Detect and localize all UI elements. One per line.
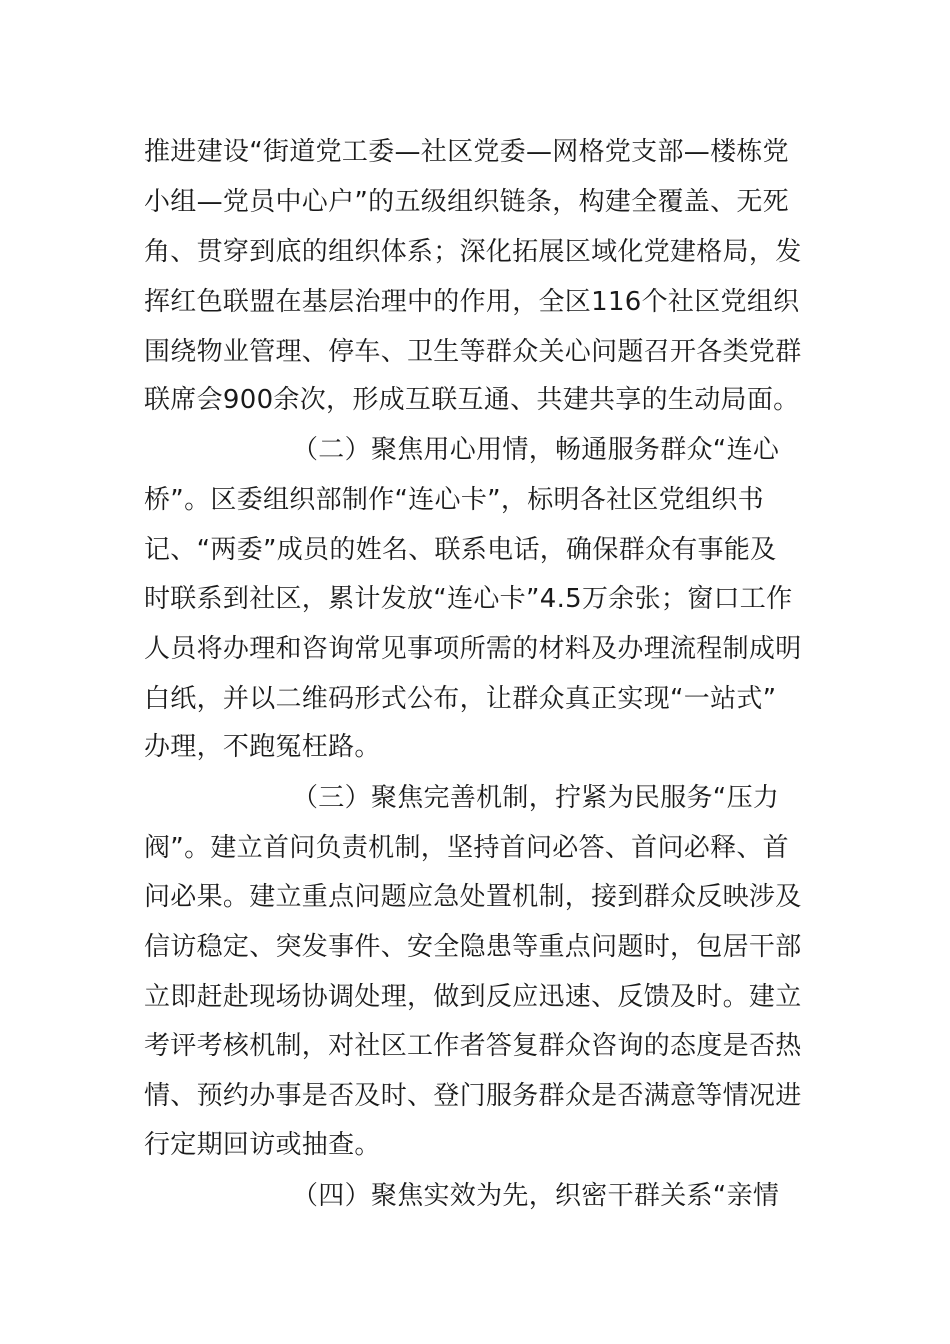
- body-text-line: 办理，不跑冤枉路。: [144, 732, 381, 762]
- body-text-line: 阀”。建立首问负责机制，坚持首问必答、首问必释、首: [144, 833, 789, 863]
- section-heading-4: （四）聚焦实效为先，织密干群关系“亲情: [292, 1181, 780, 1211]
- body-text-line: 行定期回访或抽查。: [144, 1130, 381, 1160]
- section-heading-3: （三）聚焦完善机制，拧紧为民服务“压力: [292, 783, 780, 813]
- body-text-line: 白纸，并以二维码形式公布，让群众真正实现“一站式”: [144, 684, 777, 714]
- body-text-line: 桥”。区委组织部制作“连心卡”，标明各社区党组织书: [144, 485, 764, 515]
- body-text-line: 时联系到社区，累计发放“连心卡”4.5万余张；窗口工作: [144, 584, 793, 614]
- body-text-line: 联席会900余次，形成互联互通、共建共享的生动局面。: [144, 385, 800, 415]
- body-text-line: 立即赶赴现场协调处理，做到反应迅速、反馈及时。建立: [144, 982, 802, 1012]
- body-text-line: 角、贯穿到底的组织体系；深化拓展区域化党建格局，发: [144, 237, 802, 267]
- body-text-line: 人员将办理和咨询常见事项所需的材料及办理流程制成明: [144, 634, 802, 664]
- body-text-line: 推进建设“街道党工委—社区党委—网格党支部—楼栋党: [144, 137, 789, 167]
- body-text-line: 围绕物业管理、停车、卫生等群众关心问题召开各类党群: [144, 337, 802, 367]
- body-text-line: 小组—党员中心户”的五级组织链条，构建全覆盖、无死: [144, 187, 789, 217]
- body-text-line: 考评考核机制，对社区工作者答复群众咨询的态度是否热: [144, 1031, 802, 1061]
- body-text-line: 情、预约办事是否及时、登门服务群众是否满意等情况进: [144, 1081, 802, 1111]
- body-text-line: 问必果。建立重点问题应急处置机制，接到群众反映涉及: [144, 882, 802, 912]
- body-text-line: 信访稳定、突发事件、安全隐患等重点问题时，包居干部: [144, 932, 802, 962]
- section-heading-2: （二）聚焦用心用情，畅通服务群众“连心: [292, 435, 780, 465]
- body-text-line: 挥红色联盟在基层治理中的作用，全区116个社区党组织: [144, 287, 800, 317]
- body-text-line: 记、“两委”成员的姓名、联系电话，确保群众有事能及: [144, 535, 777, 565]
